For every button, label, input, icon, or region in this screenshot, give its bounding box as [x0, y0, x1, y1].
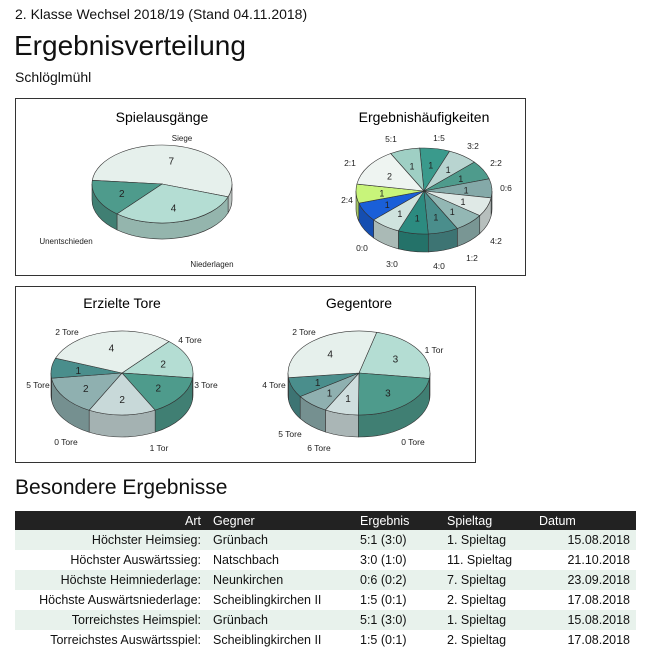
cell-ergebnis: 5:1 (3:0) [354, 530, 441, 550]
pie-label-erzielte-0: 4 Tore [178, 335, 202, 345]
pie-label-spielausgaenge-1: Niederlagen [190, 260, 234, 269]
pie-label-ergebnis-8: 3:0 [386, 259, 398, 269]
pie-label-ergebnis-2: 2:2 [490, 158, 502, 168]
pie-label-ergebnis-0: 1:5 [433, 133, 445, 143]
pie-label-ergebnis-9: 0:0 [356, 243, 368, 253]
pie-value-erzielte-1: 2 [155, 383, 162, 395]
table-row [15, 550, 636, 570]
pie-value-ergebnis-2: 1 [458, 173, 464, 184]
charts-svg-top [16, 99, 525, 275]
pie-value-gegentore-3: 1 [326, 388, 333, 400]
results-body [15, 530, 636, 650]
pie-value-gegentore-4: 1 [314, 377, 321, 389]
cell-art: Höchste Auswärtsniederlage: [15, 590, 207, 610]
pie-value-ergebnis-7: 1 [414, 213, 420, 224]
table-row [15, 630, 636, 650]
pie-label-spielausgaenge-0: Siege [171, 134, 193, 143]
pie-label-gegentore-4: 4 Tore [262, 380, 286, 390]
pie-label-erzielte-4: 5 Tore [26, 380, 50, 390]
pie-label-ergebnis-11: 2:1 [344, 158, 356, 168]
cell-gegner: Scheiblingkirchen II [207, 630, 354, 650]
pie-value-gegentore-5: 4 [327, 349, 333, 361]
cell-spieltag: 11. Spieltag [441, 550, 533, 570]
pie-value-ergebnis-8: 1 [397, 208, 403, 219]
cell-art: Höchster Heimsieg: [15, 530, 207, 550]
cell-art: Höchste Heimniederlage: [15, 570, 207, 590]
chart-box-goals [15, 286, 476, 463]
table-row [15, 590, 636, 610]
pie-erzielte [26, 327, 218, 453]
chart-title-erzielte: Erzielte Tore [83, 295, 161, 311]
col-header-datum: Datum [533, 511, 636, 530]
chart-box-outcomes [15, 98, 526, 276]
cell-spieltag: 1. Spieltag [441, 610, 533, 630]
pie-value-erzielte-0: 2 [160, 359, 166, 371]
pie-label-gegentore-0: 1 Tor [424, 345, 444, 355]
cell-datum: 15.08.2018 [533, 610, 636, 630]
pie-value-gegentore-2: 1 [345, 394, 351, 406]
pie-label-ergebnis-10: 2:4 [341, 195, 353, 205]
pie-spielausgaenge [39, 134, 233, 269]
col-header-spieltag: Spieltag [441, 511, 533, 530]
pie-label-erzielte-3: 0 Tore [54, 437, 78, 447]
cell-datum: 21.10.2018 [533, 550, 636, 570]
pie-label-gegentore-1: 0 Tore [401, 437, 425, 447]
pie-label-ergebnis-3: 0:6 [500, 183, 512, 193]
pie-value-ergebnis-0: 1 [428, 160, 434, 171]
pie-value-ergebnis-12: 1 [409, 161, 415, 172]
cell-spieltag: 2. Spieltag [441, 630, 533, 650]
pie-label-gegentore-5: 2 Tore [292, 327, 316, 337]
page-subtitle: 2. Klasse Wechsel 2018/19 (Stand 04.11.2018) [15, 6, 308, 22]
chart-title-gegentore: Gegentore [325, 295, 393, 311]
pie-label-erzielte-5: 2 Tore [55, 327, 79, 337]
table-header-row [15, 511, 636, 530]
pie-label-erzielte-2: 1 Tor [149, 443, 169, 453]
cell-ergebnis: 1:5 (0:1) [354, 590, 441, 610]
pie-value-erzielte-5: 4 [108, 343, 115, 355]
charts-svg-goals [16, 287, 475, 462]
cell-datum: 17.08.2018 [533, 630, 636, 650]
pie-value-ergebnis-6: 1 [433, 212, 439, 223]
col-header-ergebnis: Ergebnis [354, 511, 441, 530]
chart-title-spielausgaenge: Spielausgänge [115, 109, 209, 125]
cell-art: Torreichstes Heimspiel: [15, 610, 207, 630]
pie-label-ergebnis-7: 4:0 [433, 261, 445, 271]
cell-gegner: Scheiblingkirchen II [207, 590, 354, 610]
pie-label-erzielte-1: 3 Tore [194, 380, 218, 390]
cell-spieltag: 7. Spieltag [441, 570, 533, 590]
pie-value-gegentore-1: 3 [385, 388, 391, 400]
cell-ergebnis: 1:5 (0:1) [354, 630, 441, 650]
page-title: Ergebnisverteilung [14, 30, 246, 61]
pie-value-ergebnis-11: 2 [386, 171, 392, 182]
pie-label-ergebnis-1: 3:2 [467, 141, 479, 151]
pie-value-spielausgaenge-0: 7 [168, 156, 175, 168]
chart-title-ergebnis: Ergebnishäufigkeiten [358, 109, 490, 125]
pie-value-ergebnis-4: 1 [460, 197, 466, 208]
cell-art: Torreichstes Auswärtsspiel: [15, 630, 207, 650]
cell-gegner: Neunkirchen [207, 570, 354, 590]
table-row [15, 610, 636, 630]
pie-ergebnis [341, 133, 512, 271]
pie-value-ergebnis-10: 1 [379, 188, 385, 199]
pie-label-ergebnis-6: 1:2 [466, 253, 478, 263]
pie-value-ergebnis-1: 1 [445, 165, 451, 176]
cell-gegner: Natschbach [207, 550, 354, 570]
section-title: Besondere Ergebnisse [15, 476, 228, 499]
pie-label-spielausgaenge-2: Unentschieden [39, 237, 93, 246]
cell-ergebnis: 3:0 (1:0) [354, 550, 441, 570]
pie-gegentore [262, 327, 443, 453]
table-row [15, 570, 636, 590]
results-table [15, 511, 636, 650]
team-name: Schlöglmühl [15, 69, 92, 85]
cell-art: Höchster Auswärtssieg: [15, 550, 207, 570]
pie-value-gegentore-0: 3 [392, 354, 399, 366]
pie-label-ergebnis-12: 5:1 [385, 134, 397, 144]
pie-label-gegentore-2: 6 Tore [307, 443, 331, 453]
pie-value-spielausgaenge-2: 2 [119, 189, 125, 201]
col-header-art: Art [15, 511, 207, 530]
col-header-gegner: Gegner [207, 511, 354, 530]
pie-value-erzielte-2: 2 [119, 395, 125, 407]
cell-ergebnis: 0:6 (0:2) [354, 570, 441, 590]
pie-value-erzielte-3: 2 [83, 383, 89, 395]
pie-value-spielausgaenge-1: 4 [170, 203, 177, 215]
pie-value-ergebnis-5: 1 [449, 206, 455, 217]
cell-gegner: Grünbach [207, 530, 354, 550]
pie-value-ergebnis-9: 1 [384, 200, 390, 211]
cell-spieltag: 2. Spieltag [441, 590, 533, 610]
pie-value-erzielte-4: 1 [75, 365, 82, 377]
cell-datum: 17.08.2018 [533, 590, 636, 610]
cell-datum: 15.08.2018 [533, 530, 636, 550]
pie-label-gegentore-3: 5 Tore [278, 429, 302, 439]
table-row [15, 530, 636, 550]
cell-spieltag: 1. Spieltag [441, 530, 533, 550]
pie-label-ergebnis-5: 4:2 [490, 236, 502, 246]
cell-datum: 23.09.2018 [533, 570, 636, 590]
cell-ergebnis: 5:1 (3:0) [354, 610, 441, 630]
pie-value-ergebnis-3: 1 [463, 185, 469, 196]
cell-gegner: Grünbach [207, 610, 354, 630]
